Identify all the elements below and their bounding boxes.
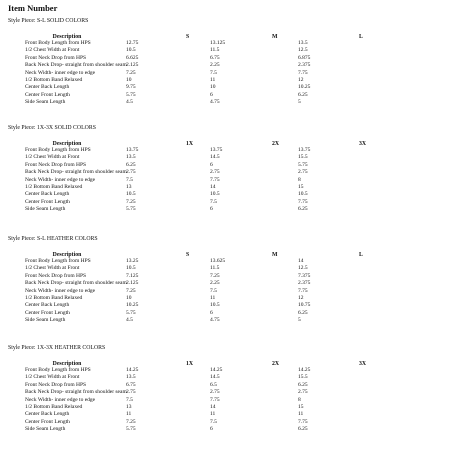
size-column-header: M xyxy=(272,34,278,40)
measurement-label: Center Front Length xyxy=(25,309,70,316)
measurement-value: 4.5 xyxy=(126,317,133,324)
measurement-value: 6.25 xyxy=(298,426,308,433)
measurement-value: 15.5 xyxy=(298,374,308,381)
measurement-label: Neck Width- inner edge to edge xyxy=(25,69,96,76)
measurement-value: 10.5 xyxy=(126,265,136,272)
measurement-row xyxy=(0,397,450,404)
description-header: Description xyxy=(52,34,82,40)
measurement-value: 13.25 xyxy=(126,258,139,264)
measurement-value: 5 xyxy=(298,99,301,106)
measurement-value: 7.75 xyxy=(298,69,308,76)
measurement-value: 14 xyxy=(298,258,304,264)
measurement-value: 6 xyxy=(210,309,213,316)
measurement-row xyxy=(0,426,450,433)
measurement-value: 11.5 xyxy=(210,265,220,272)
measurement-value: 13.625 xyxy=(210,258,226,264)
measurement-value: 10.75 xyxy=(298,302,311,309)
measurement-value: 2.125 xyxy=(126,280,139,287)
measurement-value: 13 xyxy=(126,404,132,410)
measurement-label: Center Back Length xyxy=(25,411,70,418)
measurement-label: Neck Width- inner edge to edge xyxy=(25,287,96,294)
measurement-value: 2.75 xyxy=(298,389,308,396)
measurement-row xyxy=(0,62,450,69)
measurement-label: Front Neck Drop from HPS xyxy=(25,161,87,168)
measurement-value: 11 xyxy=(210,77,216,83)
measurement-value: 4.75 xyxy=(210,317,220,324)
measurement-value: 15 xyxy=(298,184,304,190)
style-piece-label: Style Piece: S-L SOLID COLORS xyxy=(8,18,89,24)
size-column-header: L xyxy=(359,34,363,40)
measurement-value: 8 xyxy=(298,176,301,183)
measurement-label: Side Seam Length xyxy=(25,206,66,213)
measurement-label: 1/2 Chest Width at Front xyxy=(25,47,80,54)
measurement-value: 6.5 xyxy=(210,381,217,388)
measurement-row xyxy=(0,404,450,411)
measurement-value: 2.75 xyxy=(126,389,136,396)
measurement-value: 6.25 xyxy=(126,161,136,168)
measurement-value: 8 xyxy=(298,396,301,403)
measurement-label: 1/2 Bottom Band Relaxed xyxy=(25,295,83,301)
measurement-value: 10.5 xyxy=(126,47,136,54)
measurement-label: 1/2 Bottom Band Relaxed xyxy=(25,184,83,190)
style-piece-label: Style Piece: 1X-3X HEATHER COLORS xyxy=(8,345,106,351)
measurement-row xyxy=(0,295,450,302)
measurement-value: 6.25 xyxy=(298,91,308,98)
measurement-label: Center Back Length xyxy=(25,302,70,309)
measurement-row xyxy=(0,389,450,396)
measurement-label: Neck Width- inner edge to edge xyxy=(25,176,96,183)
measurement-label: Back Neck Drop- straight from shoulder seam xyxy=(25,280,127,287)
size-column-header: 3X xyxy=(359,361,367,367)
measurement-row xyxy=(0,84,450,91)
measurement-row xyxy=(0,55,450,62)
measurement-label: Neck Width- inner edge to edge xyxy=(25,396,96,403)
measurement-label: Front Body Length from HPS xyxy=(25,367,91,373)
measurement-row xyxy=(0,265,450,272)
measurement-label: Front Body Length from HPS xyxy=(25,258,91,264)
measurement-label: Front Neck Drop from HPS xyxy=(25,381,87,388)
measurement-row xyxy=(0,77,450,84)
measurement-value: 6.25 xyxy=(298,381,308,388)
measurement-value: 9.75 xyxy=(126,84,136,91)
measurement-value: 14 xyxy=(210,184,216,190)
measurement-value: 14.25 xyxy=(126,367,139,373)
measurement-value: 6.75 xyxy=(210,54,220,61)
description-header: Description xyxy=(52,361,82,367)
measurement-row xyxy=(0,280,450,287)
measurement-label: Front Neck Drop from HPS xyxy=(25,54,87,61)
style-piece-label: Style Piece: S-L HEATHER COLORS xyxy=(8,236,98,242)
measurement-value: 13 xyxy=(126,184,132,190)
measurement-value: 7.5 xyxy=(210,418,217,425)
size-column-header: 2X xyxy=(272,141,280,147)
measurement-value: 14.5 xyxy=(210,374,220,381)
measurement-value: 6.25 xyxy=(298,206,308,213)
measurement-value: 13.5 xyxy=(126,154,136,161)
measurement-value: 2.75 xyxy=(126,169,136,176)
measurement-value: 14.5 xyxy=(210,154,220,161)
measurement-value: 12.5 xyxy=(298,265,308,272)
measurement-row xyxy=(0,191,450,198)
measurement-value: 7.5 xyxy=(210,287,217,294)
measurement-value: 7.25 xyxy=(126,418,136,425)
measurement-value: 14.25 xyxy=(210,367,223,373)
measurement-value: 11 xyxy=(298,411,304,418)
measurement-label: Front Body Length from HPS xyxy=(25,147,91,153)
size-column-header: S xyxy=(186,252,190,258)
measurement-value: 2.75 xyxy=(210,389,220,396)
measurement-row xyxy=(0,99,450,106)
measurement-row xyxy=(0,310,450,317)
measurement-value: 10.5 xyxy=(298,191,308,198)
measurement-row xyxy=(0,169,450,176)
measurement-value: 2.125 xyxy=(126,62,139,69)
measurement-row xyxy=(0,288,450,295)
measurement-value: 7.75 xyxy=(298,418,308,425)
measurement-row xyxy=(0,199,450,206)
measurement-row xyxy=(0,162,450,169)
measurement-label: Center Front Length xyxy=(25,91,70,98)
measurement-value: 15 xyxy=(298,404,304,410)
measurement-value: 10.5 xyxy=(126,191,136,198)
measurement-row xyxy=(0,70,450,77)
measurement-value: 7.5 xyxy=(126,176,133,183)
size-column-header: S xyxy=(186,34,190,40)
measurement-value: 12.75 xyxy=(126,40,139,46)
measurement-row xyxy=(0,258,450,265)
measurement-value: 10 xyxy=(210,84,216,91)
description-header: Description xyxy=(52,252,82,258)
measurement-value: 7.25 xyxy=(210,272,220,279)
measurement-value: 7.75 xyxy=(298,198,308,205)
size-column-header: 2X xyxy=(272,361,280,367)
measurement-value: 6 xyxy=(210,161,213,168)
measurement-value: 12 xyxy=(298,295,304,301)
measurement-label: Side Seam Length xyxy=(25,426,66,433)
measurement-label: 1/2 Chest Width at Front xyxy=(25,374,80,381)
measurement-value: 6 xyxy=(210,206,213,213)
measurement-label: Side Seam Length xyxy=(25,317,66,324)
measurement-label: Back Neck Drop- straight from shoulder seam xyxy=(25,62,127,69)
measurement-value: 10.25 xyxy=(126,302,139,309)
size-column-header: 1X xyxy=(186,141,194,147)
measurement-value: 5.75 xyxy=(298,161,308,168)
measurement-value: 10 xyxy=(126,77,132,83)
measurement-value: 13.5 xyxy=(298,40,308,46)
measurement-value: 10.5 xyxy=(210,191,220,198)
measurement-label: 1/2 Chest Width at Front xyxy=(25,154,80,161)
measurement-value: 7.25 xyxy=(126,198,136,205)
measurement-value: 12.5 xyxy=(298,47,308,54)
measurement-value: 6.25 xyxy=(298,309,308,316)
measurement-value: 2.375 xyxy=(298,62,311,69)
measurement-label: Front Body Length from HPS xyxy=(25,40,91,46)
measurement-value: 13.125 xyxy=(210,40,226,46)
measurement-label: Back Neck Drop- straight from shoulder seam xyxy=(25,169,127,176)
measurement-row xyxy=(0,411,450,418)
measurement-value: 5.75 xyxy=(126,426,136,433)
style-piece-label: Style Piece: 1X-3X SOLID COLORS xyxy=(8,125,96,131)
measurement-value: 2.25 xyxy=(210,280,220,287)
measurement-value: 12 xyxy=(298,77,304,83)
measurement-value: 2.75 xyxy=(298,169,308,176)
measurement-label: Center Front Length xyxy=(25,198,70,205)
measurement-row xyxy=(0,147,450,154)
measurement-row xyxy=(0,206,450,213)
measurement-value: 7.75 xyxy=(298,287,308,294)
measurement-value: 7.75 xyxy=(210,396,220,403)
measurement-value: 14 xyxy=(210,404,216,410)
measurement-value: 7.125 xyxy=(126,272,139,279)
measurement-value: 6 xyxy=(210,91,213,98)
measurement-value: 10.25 xyxy=(298,84,311,91)
measurement-value: 13.5 xyxy=(126,374,136,381)
measurement-value: 7.5 xyxy=(126,396,133,403)
measurement-row xyxy=(0,374,450,381)
measurement-value: 5.75 xyxy=(126,309,136,316)
measurement-label: Front Neck Drop from HPS xyxy=(25,272,87,279)
size-column-header: M xyxy=(272,252,278,258)
measurement-row xyxy=(0,382,450,389)
measurement-value: 7.375 xyxy=(298,272,311,279)
measurement-row xyxy=(0,273,450,280)
measurement-value: 6.625 xyxy=(126,54,139,61)
measurement-value: 5.75 xyxy=(126,206,136,213)
measurement-row xyxy=(0,154,450,161)
size-column-header: 3X xyxy=(359,141,367,147)
measurement-row xyxy=(0,419,450,426)
measurement-value: 10 xyxy=(126,295,132,301)
measurement-label: Center Back Length xyxy=(25,84,70,91)
size-column-header: L xyxy=(359,252,363,258)
description-header: Description xyxy=(52,141,82,147)
measurement-label: Center Front Length xyxy=(25,418,70,425)
measurement-value: 2.75 xyxy=(210,169,220,176)
measurement-label: Back Neck Drop- straight from shoulder seam xyxy=(25,389,127,396)
measurement-value: 4.5 xyxy=(126,99,133,106)
measurement-row xyxy=(0,184,450,191)
measurement-value: 13.75 xyxy=(298,147,311,153)
measurement-label: 1/2 Bottom Band Relaxed xyxy=(25,77,83,83)
measurement-value: 11 xyxy=(126,411,132,418)
measurement-label: Center Back Length xyxy=(25,191,70,198)
measurement-row xyxy=(0,92,450,99)
measurement-value: 11 xyxy=(210,295,216,301)
measurement-value: 5.75 xyxy=(126,91,136,98)
measurement-label: 1/2 Chest Width at Front xyxy=(25,265,80,272)
measurement-value: 6.875 xyxy=(298,54,311,61)
measurement-value: 14.25 xyxy=(298,367,311,373)
measurement-row xyxy=(0,317,450,324)
measurement-row xyxy=(0,302,450,309)
measurement-value: 15.5 xyxy=(298,154,308,161)
measurement-value: 11.5 xyxy=(210,47,220,54)
measurement-label: Side Seam Length xyxy=(25,99,66,106)
measurement-row xyxy=(0,47,450,54)
measurement-row xyxy=(0,40,450,47)
measurement-value: 6.75 xyxy=(126,381,136,388)
measurement-value: 7.25 xyxy=(126,69,136,76)
measurement-value: 2.25 xyxy=(210,62,220,69)
measurement-value: 7.75 xyxy=(210,176,220,183)
measurement-row xyxy=(0,367,450,374)
measurement-value: 7.25 xyxy=(126,287,136,294)
document-title: Item Number xyxy=(8,3,58,13)
measurement-value: 13.75 xyxy=(126,147,139,153)
measurement-value: 6 xyxy=(210,426,213,433)
measurement-value: 4.75 xyxy=(210,99,220,106)
measurement-value: 7.5 xyxy=(210,69,217,76)
measurement-row xyxy=(0,177,450,184)
measurement-value: 13.75 xyxy=(210,147,223,153)
measurement-value: 11 xyxy=(210,411,216,418)
size-column-header: 1X xyxy=(186,361,194,367)
measurement-value: 5 xyxy=(298,317,301,324)
measurement-value: 2.375 xyxy=(298,280,311,287)
measurement-label: 1/2 Bottom Band Relaxed xyxy=(25,404,83,410)
measurement-value: 7.5 xyxy=(210,198,217,205)
measurement-value: 10.5 xyxy=(210,302,220,309)
